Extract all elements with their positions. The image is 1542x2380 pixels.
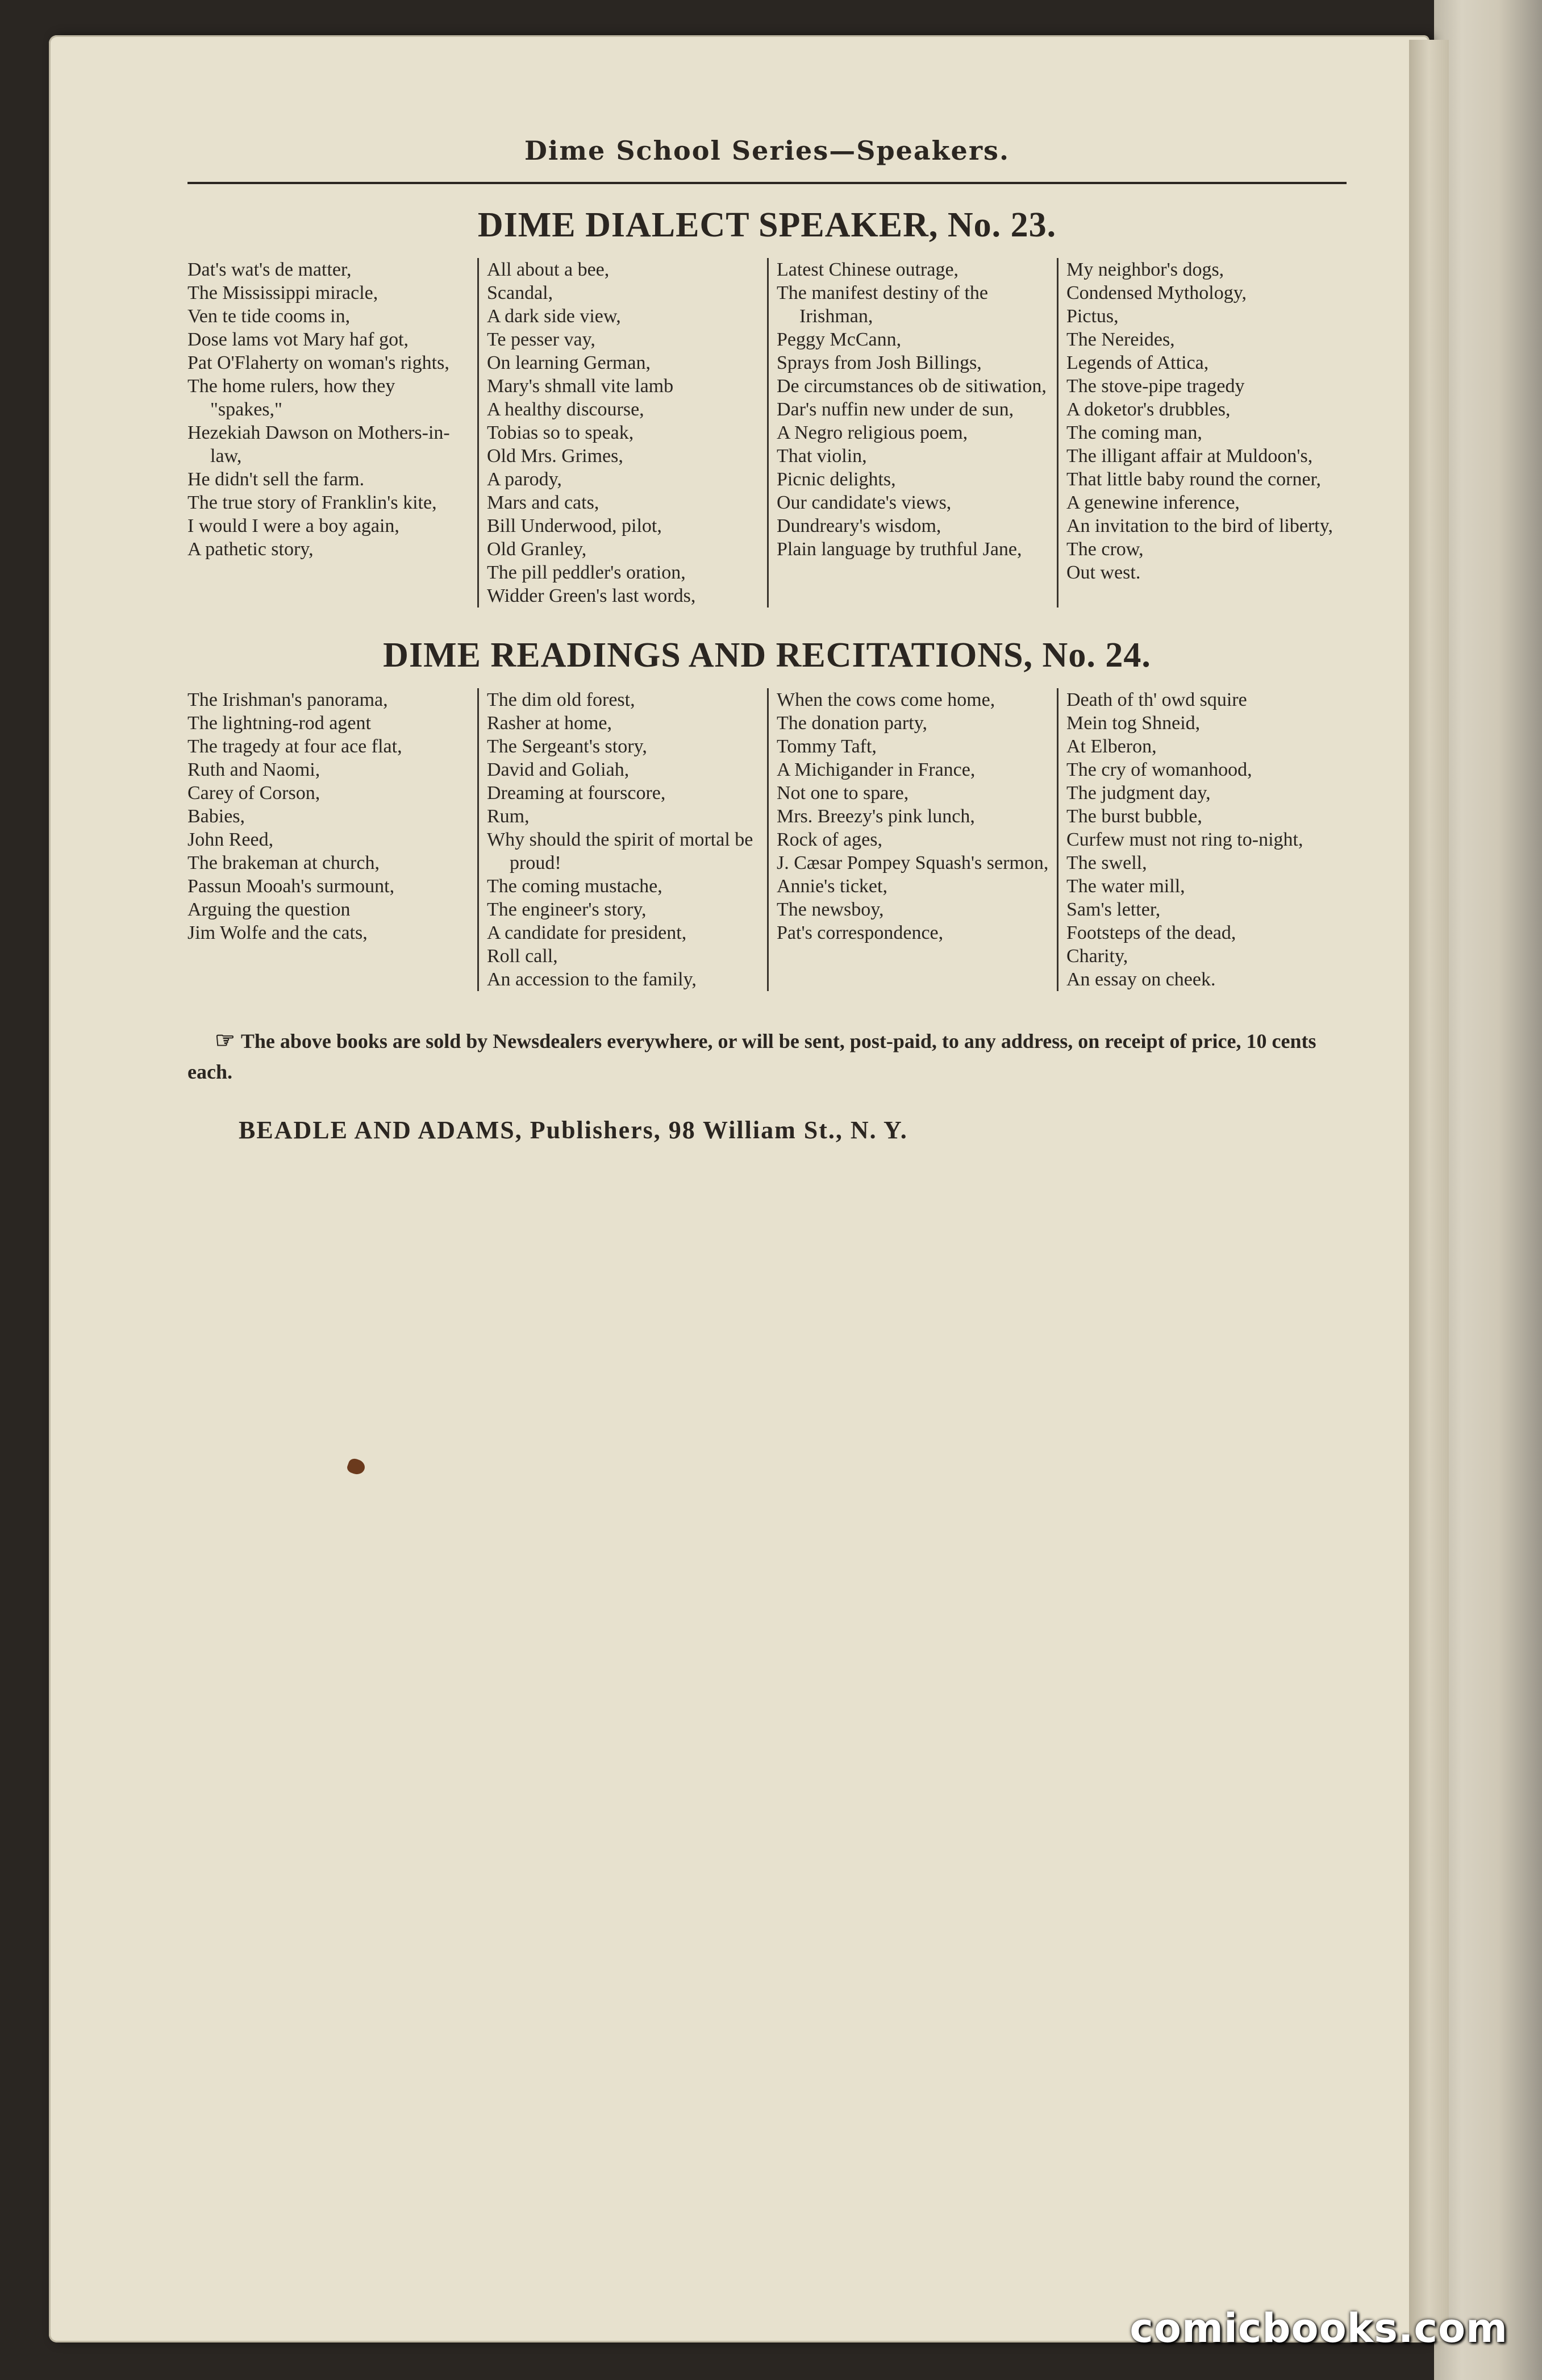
title-entry: A healthy discourse, xyxy=(487,399,644,420)
title-entry: Mein tog Shneid, xyxy=(1066,713,1201,734)
title-entry: The manifest destiny of the Irishman, xyxy=(777,282,989,327)
title-entry: De circumstances ob de sitiwation, xyxy=(777,376,1047,397)
title-entry: I would I were a boy again, xyxy=(187,515,399,536)
title-entry: An essay on cheek. xyxy=(1066,969,1216,990)
title-entry: The Nereides, xyxy=(1066,329,1175,350)
section-title: DIME DIALECT SPEAKER, No. 23. xyxy=(477,206,1057,244)
column xyxy=(477,258,767,608)
title-entry: The swell, xyxy=(1066,852,1147,873)
title-entry: The judgment day, xyxy=(1066,783,1211,804)
title-entry: A doketor's drubbles, xyxy=(1066,399,1231,420)
title-entry: The lightning-rod agent xyxy=(187,713,371,734)
title-entry: Rum, xyxy=(487,806,530,827)
title-entry: John Reed, xyxy=(187,829,274,850)
column xyxy=(477,688,767,991)
title-entry: Dat's wat's de matter, xyxy=(187,259,352,280)
site-watermark: comicbooks.com xyxy=(1130,2305,1508,2352)
title-entry: Hezekiah Dawson on Mothers-in-law, xyxy=(187,422,450,467)
title-entry: Sam's letter, xyxy=(1066,899,1161,920)
title-entry: The dim old forest, xyxy=(487,689,635,710)
title-entry: A genewine inference, xyxy=(1066,492,1240,513)
section-title: DIME READINGS AND RECITATIONS, No. 24. xyxy=(383,636,1151,675)
title-entry: Out west. xyxy=(1066,562,1141,583)
title-entry: The engineer's story, xyxy=(487,899,647,920)
column xyxy=(1057,258,1347,608)
title-entry: The cry of womanhood, xyxy=(1066,759,1252,780)
title-entry: Death of th' owd squire xyxy=(1066,689,1247,710)
title-entry: All about a bee, xyxy=(487,259,610,280)
series-title: Dime School Series—Speakers. xyxy=(524,135,1010,166)
title-entry: When the cows come home, xyxy=(777,689,995,710)
title-entry: Mars and cats, xyxy=(487,492,599,513)
title-entry: Why should the spirit of mortal be proud! xyxy=(487,829,753,873)
column xyxy=(187,258,477,608)
title-entry: Not one to spare, xyxy=(777,783,909,804)
title-entry: The true story of Franklin's kite, xyxy=(187,492,437,513)
title-entry: Latest Chinese outrage, xyxy=(777,259,959,280)
title-entry: Condensed Mythology, xyxy=(1066,282,1247,303)
title-entry: Mrs. Breezy's pink lunch, xyxy=(777,806,975,827)
title-entry: The pill peddler's oration, xyxy=(487,562,686,583)
title-entry: The tragedy at four ace flat, xyxy=(187,736,402,757)
title-entry: Tobias so to speak, xyxy=(487,422,634,443)
title-entry: Dreaming at fourscore, xyxy=(487,783,666,804)
title-entry: J. Cæsar Pompey Squash's sermon, xyxy=(777,852,1049,873)
sales-notice xyxy=(187,1025,1347,1087)
title-entry: Rock of ages, xyxy=(777,829,883,850)
title-entry: Carey of Corson, xyxy=(187,783,320,804)
title-entry: At Elberon, xyxy=(1066,736,1157,757)
title-entry: The Mississippi miracle, xyxy=(187,282,378,303)
column xyxy=(767,258,1057,608)
header-rule xyxy=(187,182,1347,184)
title-columns xyxy=(187,258,1347,608)
title-entry: The Sergeant's story, xyxy=(487,736,647,757)
title-entry: That violin, xyxy=(777,446,867,467)
title-entry: Scandal, xyxy=(487,282,553,303)
title-entry: Babies, xyxy=(187,806,245,827)
title-entry: A pathetic story, xyxy=(187,539,314,560)
title-entry: The brakeman at church, xyxy=(187,852,380,873)
page-content xyxy=(187,131,1347,1145)
title-entry: Jim Wolfe and the cats, xyxy=(187,922,368,943)
column xyxy=(187,688,477,991)
section-readings-recitations xyxy=(187,635,1347,991)
title-entry: Dar's nuffin new under de sun, xyxy=(777,399,1014,420)
title-entry: Plain language by truthful Jane, xyxy=(777,539,1022,560)
title-entry: Dundreary's wisdom, xyxy=(777,515,941,536)
title-entry: Curfew must not ring to-night, xyxy=(1066,829,1303,850)
title-entry: The home rulers, how they "spakes," xyxy=(187,376,395,420)
title-entry: Pat's correspondence, xyxy=(777,922,944,943)
title-columns xyxy=(187,688,1347,991)
title-entry: David and Goliah, xyxy=(487,759,630,780)
title-entry: A dark side view, xyxy=(487,306,621,327)
title-entry: The water mill, xyxy=(1066,876,1185,897)
title-entry: A Michigander in France, xyxy=(777,759,976,780)
title-entry: Footsteps of the dead, xyxy=(1066,922,1236,943)
title-entry: Annie's ticket, xyxy=(777,876,887,897)
title-entry: A parody, xyxy=(487,469,562,490)
title-entry: The donation party, xyxy=(777,713,927,734)
title-entry: The coming mustache, xyxy=(487,876,662,897)
title-entry: My neighbor's dogs, xyxy=(1066,259,1224,280)
title-entry: Sprays from Josh Billings, xyxy=(777,352,982,373)
title-entry: An accession to the family, xyxy=(487,969,697,990)
title-entry: Old Mrs. Grimes, xyxy=(487,446,623,467)
title-entry: Widder Green's last words, xyxy=(487,585,696,606)
title-entry: Peggy McCann, xyxy=(777,329,902,350)
book-binding xyxy=(1434,0,1542,2380)
title-entry: Dose lams vot Mary haf got, xyxy=(187,329,409,350)
title-entry: The newsboy, xyxy=(777,899,884,920)
title-entry: The stove-pipe tragedy xyxy=(1066,376,1245,397)
publisher-line: BEADLE AND ADAMS, Publishers, 98 William St., N. Y. xyxy=(239,1116,908,1144)
title-entry: Roll call, xyxy=(487,946,558,967)
title-entry: The crow, xyxy=(1066,539,1144,560)
page-spine xyxy=(1409,40,1449,2341)
title-entry: Tommy Taft, xyxy=(777,736,877,757)
title-entry: Bill Underwood, pilot, xyxy=(487,515,662,536)
title-entry: The coming man, xyxy=(1066,422,1202,443)
title-entry: Legends of Attica, xyxy=(1066,352,1209,373)
notice-text: The above books are sold by Newsdealers everywhere, or will be sent, post-paid, to any address, on receipt of price, 10 cents each. xyxy=(187,1030,1316,1083)
section-dialect-speaker xyxy=(187,205,1347,608)
title-entry: The illigant affair at Muldoon's, xyxy=(1066,446,1313,467)
title-entry: Picnic delights, xyxy=(777,469,896,490)
title-entry: Rasher at home, xyxy=(487,713,612,734)
pointing-hand-icon: ☞ xyxy=(215,1027,235,1053)
title-entry: Charity, xyxy=(1066,946,1128,967)
title-entry: A candidate for president, xyxy=(487,922,687,943)
title-entry: Passun Mooah's surmount, xyxy=(187,876,395,897)
title-entry: The Irishman's panorama, xyxy=(187,689,388,710)
title-entry: A Negro religious poem, xyxy=(777,422,968,443)
title-entry: Pictus, xyxy=(1066,306,1119,327)
title-entry: Arguing the question xyxy=(187,899,351,920)
title-entry: Old Granley, xyxy=(487,539,587,560)
title-entry: Mary's shmall vite lamb xyxy=(487,376,674,397)
title-entry: Ven te tide cooms in, xyxy=(187,306,351,327)
title-entry: An invitation to the bird of liberty, xyxy=(1066,515,1333,536)
title-entry: The burst bubble, xyxy=(1066,806,1202,827)
title-entry: Our candidate's views, xyxy=(777,492,952,513)
title-entry: On learning German, xyxy=(487,352,651,373)
title-entry: Ruth and Naomi, xyxy=(187,759,320,780)
title-entry: Pat O'Flaherty on woman's rights, xyxy=(187,352,449,373)
title-entry: Te pesser vay, xyxy=(487,329,595,350)
column xyxy=(767,688,1057,991)
column xyxy=(1057,688,1347,991)
title-entry: That little baby round the corner, xyxy=(1066,469,1322,490)
title-entry: He didn't sell the farm. xyxy=(187,469,365,490)
